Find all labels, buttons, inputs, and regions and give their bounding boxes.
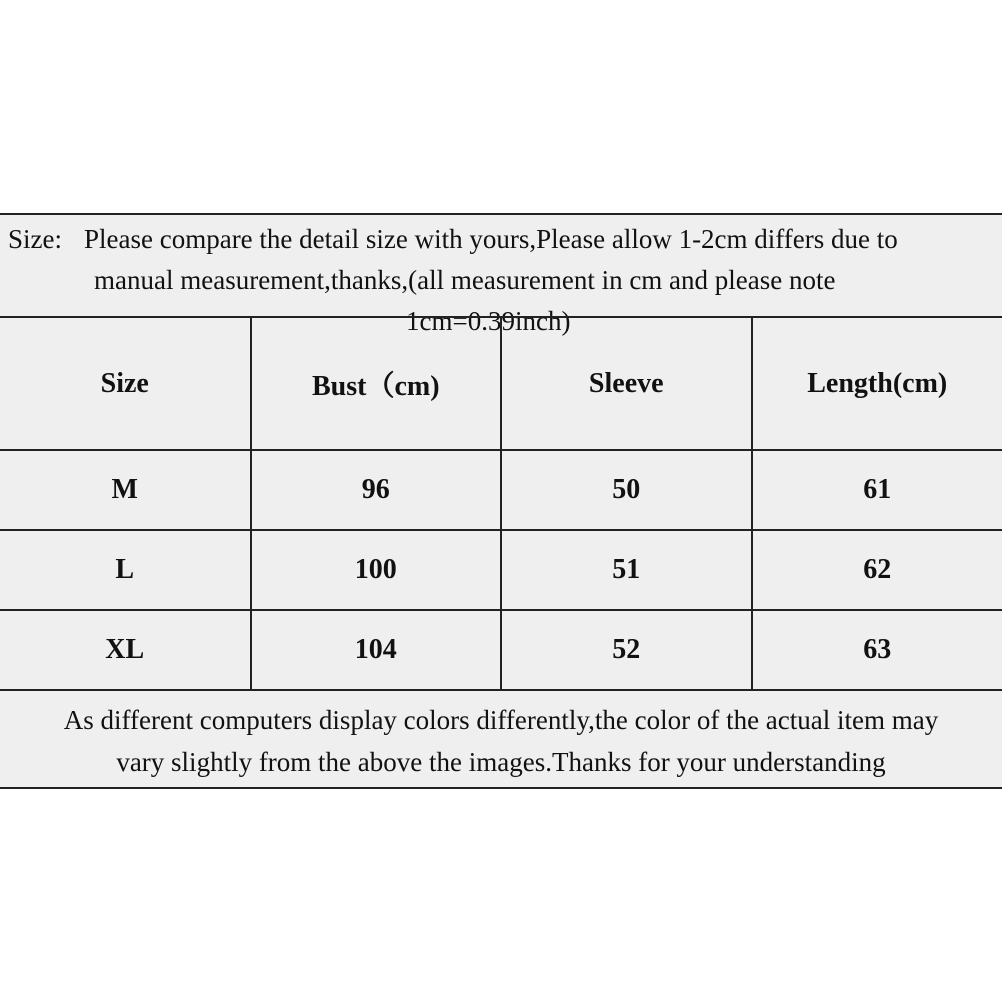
intro-line-1: Please compare the detail size with yours,Please allow 1-2cm differs due to <box>84 224 898 254</box>
intro-line-2: manual measurement,thanks,(all measurement in cm and please note <box>94 265 836 295</box>
cell-size: XL <box>0 610 251 690</box>
header-length: Length(cm) <box>752 317 1002 450</box>
header-sleeve: Sleeve <box>501 317 752 450</box>
table-row <box>0 450 1002 530</box>
size-table <box>0 316 1002 691</box>
cell-sleeve: 51 <box>501 530 752 610</box>
cell-sleeve: 52 <box>501 610 752 690</box>
intro-line-3: 1cm=0.39inch) <box>406 306 571 336</box>
size-intro-note <box>0 213 1002 336</box>
cell-bust: 96 <box>251 450 502 530</box>
cell-sleeve: 50 <box>501 450 752 530</box>
header-size: Size <box>0 317 251 450</box>
cell-size: M <box>0 450 251 530</box>
table-row <box>0 530 1002 610</box>
cell-bust: 100 <box>251 530 502 610</box>
disclaimer-line-1: As different computers display colors differently,the color of the actual item may <box>63 705 939 735</box>
table-row <box>0 610 1002 690</box>
table-header-row <box>0 317 1002 450</box>
disclaimer-line-2: vary slightly from the above the images.Thanks for your understanding <box>116 747 886 777</box>
cell-bust: 104 <box>251 610 502 690</box>
cell-length: 62 <box>752 530 1002 610</box>
cell-length: 63 <box>752 610 1002 690</box>
header-bust: Bust（cm) <box>251 317 502 450</box>
cell-size: L <box>0 530 251 610</box>
size-label: Size: <box>8 224 62 254</box>
size-chart <box>0 213 1002 789</box>
color-disclaimer <box>0 691 1002 789</box>
cell-length: 61 <box>752 450 1002 530</box>
